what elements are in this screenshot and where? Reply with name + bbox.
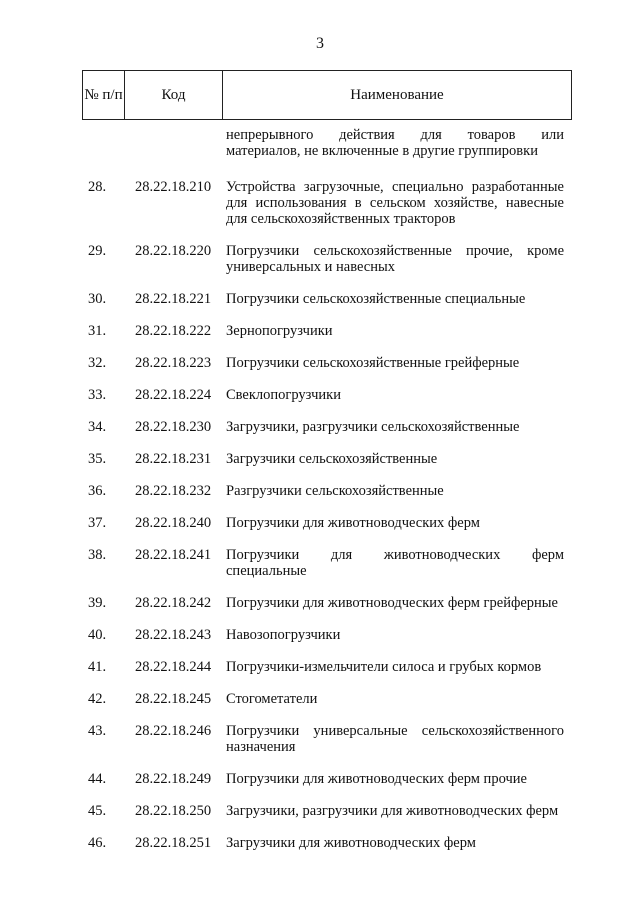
row-name: Погрузчики для животноводческих ферм специальные <box>226 547 564 579</box>
table-row <box>82 627 572 643</box>
table-row <box>82 419 572 435</box>
row-number: 32. <box>88 355 107 371</box>
table-row <box>82 323 572 339</box>
row-name: Погрузчики сельскохозяйственные специальные <box>226 291 526 307</box>
row-code: 28.22.18.232 <box>134 483 212 499</box>
table-row <box>82 659 572 675</box>
continuation-word: товаров <box>467 127 516 143</box>
row-name: Свеклопогрузчики <box>226 387 341 403</box>
row-name: Погрузчики сельскохозяйственные прочие, кроме универсальных и навесных <box>226 243 564 275</box>
table-row <box>82 483 572 499</box>
row-code: 28.22.18.241 <box>134 547 212 563</box>
row-code: 28.22.18.243 <box>134 627 212 643</box>
row-code: 28.22.18.242 <box>134 595 212 611</box>
continuation-line-1 <box>226 127 564 143</box>
continuation-text <box>222 127 564 159</box>
row-number: 40. <box>88 627 107 643</box>
row-code: 28.22.18.245 <box>134 691 212 707</box>
row-name: Зернопогрузчики <box>226 323 333 339</box>
continuation-line-2: материалов, не включенные в другие группировки <box>226 143 538 159</box>
row-number: 36. <box>88 483 107 499</box>
header-code: Код <box>125 71 223 119</box>
header-name: Наименование <box>350 86 444 103</box>
table-row <box>82 515 572 531</box>
row-number: 33. <box>88 387 107 403</box>
table-row <box>82 387 572 403</box>
row-code: 28.22.18.250 <box>134 803 212 819</box>
row-code: 28.22.18.244 <box>134 659 212 675</box>
table-row <box>82 291 572 307</box>
row-name: Погрузчики для животноводческих ферм прочие <box>226 771 527 787</box>
table-row <box>82 691 572 707</box>
table-row <box>82 179 572 227</box>
row-code: 28.22.18.231 <box>134 451 212 467</box>
row-name: Погрузчики универсальные сельскохозяйственного назначения <box>226 723 564 755</box>
row-number: 30. <box>88 291 107 307</box>
row-code: 28.22.18.221 <box>134 291 212 307</box>
row-name: Навозопогрузчики <box>226 627 341 643</box>
row-name: Загрузчики, разгрузчики сельскохозяйственные <box>226 419 520 435</box>
row-code: 28.22.18.230 <box>134 419 212 435</box>
row-number: 35. <box>88 451 107 467</box>
row-name: Устройства загрузочные, специально разработанные для использования в сельском хозяйстве, навесные для сельскохозяйственных тракторов <box>226 179 564 227</box>
continuation-word: непрерывного <box>226 127 314 143</box>
row-name: Загрузчики для животноводческих ферм <box>226 835 476 851</box>
table-row <box>82 595 572 611</box>
table-row <box>82 803 572 819</box>
row-number: 45. <box>88 803 107 819</box>
row-number: 42. <box>88 691 107 707</box>
row-code: 28.22.18.240 <box>134 515 212 531</box>
row-code: 28.22.18.246 <box>134 723 212 739</box>
table-row <box>82 723 572 755</box>
table-row <box>82 835 572 851</box>
row-name: Погрузчики сельскохозяйственные грейферные <box>226 355 520 371</box>
row-code: 28.22.18.210 <box>134 179 212 195</box>
continuation-word: для <box>420 127 442 143</box>
row-number: 28. <box>88 179 107 195</box>
row-number: 31. <box>88 323 107 339</box>
row-number: 37. <box>88 515 107 531</box>
continuation-row <box>82 127 572 159</box>
row-name: Погрузчики для животноводческих ферм грейферные <box>226 595 558 611</box>
table-row <box>82 771 572 787</box>
row-code: 28.22.18.223 <box>134 355 212 371</box>
table-body <box>82 120 572 851</box>
table-row <box>82 355 572 371</box>
header-num: № п/п <box>83 71 125 119</box>
row-number: 29. <box>88 243 107 259</box>
table-header <box>82 70 572 120</box>
row-number: 39. <box>88 595 107 611</box>
row-number: 41. <box>88 659 107 675</box>
row-name: Загрузчики, разгрузчики для животноводческих ферм <box>226 803 559 819</box>
row-number: 38. <box>88 547 107 563</box>
table-row <box>82 451 572 467</box>
row-number: 46. <box>88 835 107 851</box>
continuation-word: действия <box>339 127 395 143</box>
page-number: 3 <box>316 35 324 52</box>
table-row <box>82 243 572 275</box>
table-row <box>82 547 572 579</box>
row-name: Стогометатели <box>226 691 318 707</box>
continuation-word: или <box>541 127 564 143</box>
row-number: 43. <box>88 723 107 739</box>
row-code: 28.22.18.220 <box>134 243 212 259</box>
row-name: Разгрузчики сельскохозяйственные <box>226 483 444 499</box>
row-code: 28.22.18.224 <box>134 387 212 403</box>
row-code: 28.22.18.222 <box>134 323 212 339</box>
row-number: 44. <box>88 771 107 787</box>
row-name: Погрузчики для животноводческих ферм <box>226 515 480 531</box>
row-name: Загрузчики сельскохозяйственные <box>226 451 438 467</box>
row-number: 34. <box>88 419 107 435</box>
row-code: 28.22.18.251 <box>134 835 212 851</box>
row-code: 28.22.18.249 <box>134 771 212 787</box>
row-name: Погрузчики-измельчители силоса и грубых кормов <box>226 659 542 675</box>
